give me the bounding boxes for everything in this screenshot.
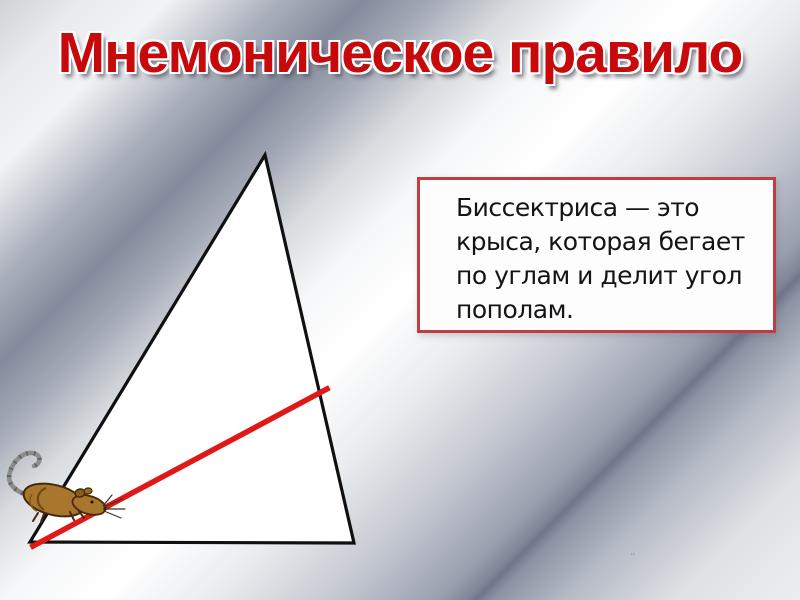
- note-line-1: Биссектриса — это: [456, 193, 700, 222]
- note-line-3: по углам и делит угол: [456, 261, 742, 290]
- note-line-4: пополам.: [456, 295, 574, 324]
- mnemonic-note-box: [417, 177, 776, 333]
- note-line-2: крыса, которая бегает: [456, 227, 745, 256]
- triangle-shape: [30, 155, 354, 543]
- stray-mark: '': [629, 549, 636, 565]
- slide-title: Мнемоническое правило: [57, 21, 743, 85]
